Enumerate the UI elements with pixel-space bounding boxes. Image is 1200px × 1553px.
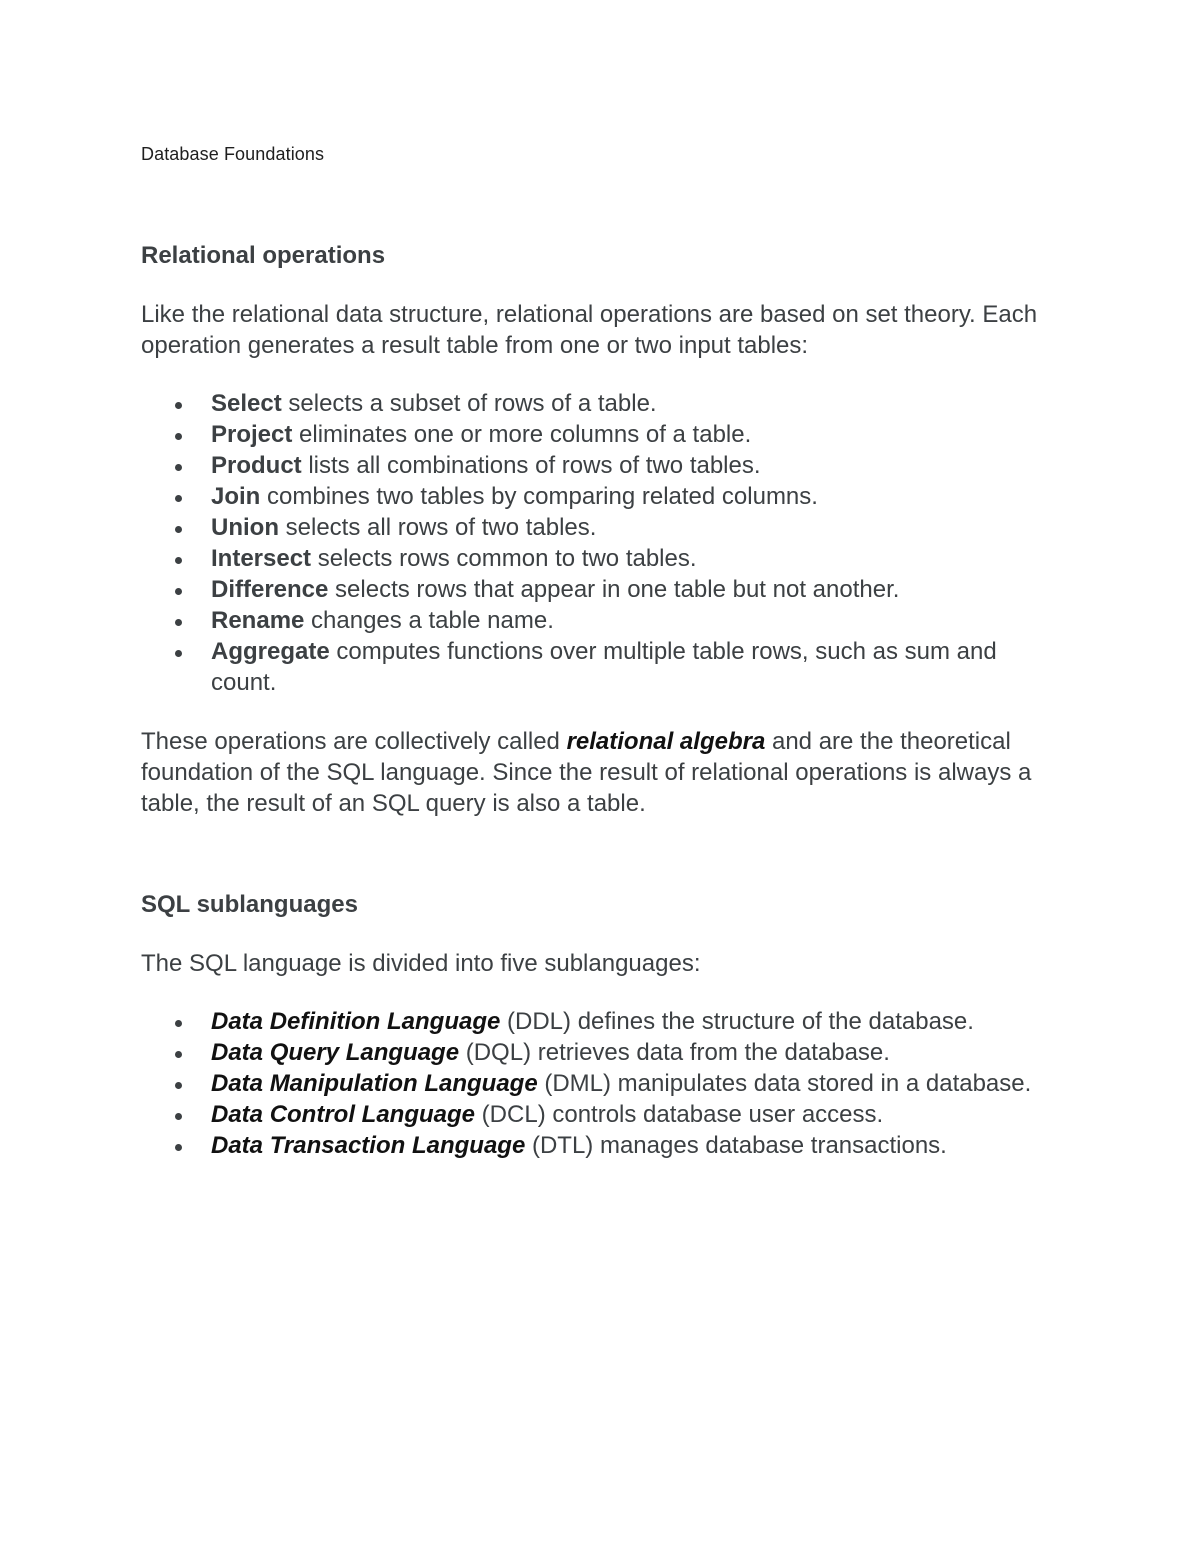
- list-item: [141, 1068, 1041, 1099]
- sublanguage-term: Data Manipulation Language: [211, 1070, 538, 1097]
- operation-term: Project: [211, 421, 293, 448]
- relational-operations-intro: Like the relational data structure, relational operations are based on set theory. Each operation generates a result table from one or two input tables:: [141, 301, 1038, 359]
- section-heading-relational-operations: Relational operations: [141, 242, 386, 269]
- bullet-icon: [175, 557, 182, 564]
- relational-algebra-paragraph: [141, 726, 1041, 819]
- list-item: [141, 419, 1041, 450]
- closing-text-before: These operations are collectively called: [141, 728, 567, 755]
- bullet-icon: [175, 1082, 182, 1089]
- sublanguage-term: Data Control Language: [211, 1101, 476, 1128]
- sublanguage-description: (DCL) controls database user access.: [475, 1101, 884, 1128]
- operation-term: Intersect: [211, 545, 312, 572]
- sql-sublanguages-intro: The SQL language is divided into five sublanguages:: [141, 950, 701, 977]
- operation-description: eliminates one or more columns of a table.: [292, 421, 752, 448]
- list-item: [141, 605, 1041, 636]
- list-item: [141, 574, 1041, 605]
- bullet-icon: [175, 402, 182, 409]
- bullet-icon: [175, 1144, 182, 1151]
- list-item: [141, 450, 1041, 481]
- operation-description: selects all rows of two tables.: [278, 514, 597, 541]
- list-item: [141, 1130, 1041, 1161]
- bullet-icon: [175, 588, 182, 595]
- sublanguage-description: (DQL) retrieves data from the database.: [459, 1039, 890, 1066]
- sublanguage-term: Data Transaction Language: [211, 1132, 526, 1159]
- operation-term: Product: [211, 452, 302, 479]
- bullet-icon: [175, 650, 182, 657]
- operation-term: Join: [211, 483, 261, 510]
- sublanguage-description: (DTL) manages database transactions.: [525, 1132, 947, 1159]
- document-body: [141, 240, 1041, 1161]
- bullet-icon: [175, 495, 182, 502]
- list-item: [141, 512, 1041, 543]
- sql-sublanguages-list: [141, 1006, 1041, 1161]
- operation-description: combines two tables by comparing related columns.: [260, 483, 818, 510]
- running-header: Database Foundations: [141, 144, 325, 164]
- sublanguage-description: (DDL) defines the structure of the database.: [500, 1008, 974, 1035]
- operation-description: lists all combinations of rows of two tables.: [301, 452, 761, 479]
- closing-text-after: and are the theoretical foundation of the SQL language. Since the result of relational operations is always a table, the result of an SQL query is also a table.: [141, 728, 1032, 817]
- sublanguage-description: (DML) manipulates data stored in a database.: [537, 1070, 1032, 1097]
- bullet-icon: [175, 1113, 182, 1120]
- operation-description: selects rows common to two tables.: [311, 545, 697, 572]
- operation-term: Rename: [211, 607, 305, 634]
- list-item: [141, 543, 1041, 574]
- operation-term: Select: [211, 390, 282, 417]
- bullet-icon: [175, 1020, 182, 1027]
- operation-term: Aggregate: [211, 638, 330, 665]
- operation-term: Union: [211, 514, 279, 541]
- operation-description: changes a table name.: [304, 607, 554, 634]
- sublanguage-term: Data Definition Language: [211, 1008, 501, 1035]
- relational-operations-list: [141, 388, 1041, 698]
- section-heading-sql-sublanguages: SQL sublanguages: [141, 891, 358, 918]
- operation-description: computes functions over multiple table rows, such as sum and count.: [211, 638, 997, 696]
- bullet-icon: [175, 1051, 182, 1058]
- bullet-icon: [175, 464, 182, 471]
- list-item: [141, 636, 1041, 698]
- list-item: [141, 1006, 1041, 1037]
- list-item: [141, 1037, 1041, 1068]
- sublanguage-term: Data Query Language: [211, 1039, 460, 1066]
- bullet-icon: [175, 526, 182, 533]
- bullet-icon: [175, 433, 182, 440]
- operation-description: selects rows that appear in one table but not another.: [328, 576, 900, 603]
- operation-term: Difference: [211, 576, 329, 603]
- list-item: [141, 481, 1041, 512]
- list-item: [141, 388, 1041, 419]
- list-item: [141, 1099, 1041, 1130]
- relational-algebra-term: relational algebra: [566, 728, 766, 755]
- bullet-icon: [175, 619, 182, 626]
- operation-description: selects a subset of rows of a table.: [281, 390, 657, 417]
